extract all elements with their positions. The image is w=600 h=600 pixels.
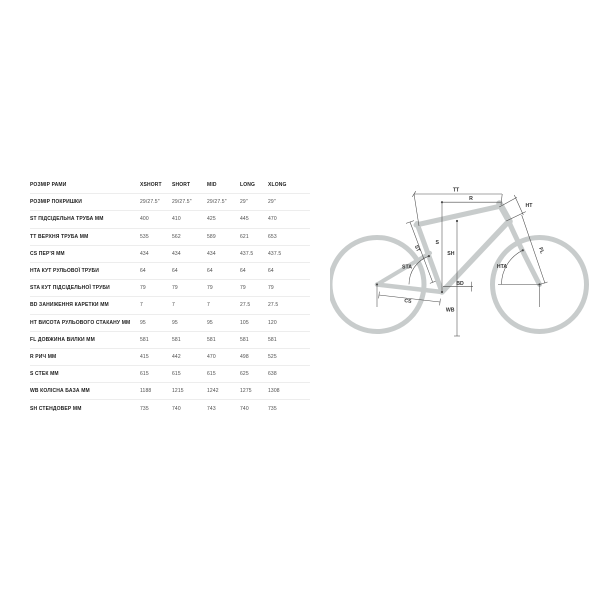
row-value: 740 <box>240 406 249 413</box>
row-value: 120 <box>268 315 310 332</box>
row-value: 615 <box>140 366 172 383</box>
row-value: 1242 <box>207 383 240 400</box>
row-label: HT ВИСОТА РУЛЬОВОГО СТАКАНУ ММ <box>30 315 140 332</box>
row-value: 29" <box>268 194 310 211</box>
down-tube <box>442 222 508 292</box>
row-value: 735 <box>268 406 277 413</box>
row-value: 425 <box>207 211 240 228</box>
row-value: 410 <box>172 211 207 228</box>
dim-label-r: R <box>469 196 473 202</box>
seat-tube-dot <box>428 255 430 257</box>
row-value: 437.5 <box>268 246 310 263</box>
top-tube <box>416 206 501 225</box>
dim-label-cs: CS <box>403 298 412 305</box>
row-value: 29/27.5" <box>172 194 207 211</box>
row-label: S СТЕК ММ <box>30 366 140 383</box>
row-value: 470 <box>268 211 310 228</box>
row-label: ST ПІДСІДЕЛЬНА ТРУБА ММ <box>30 211 140 228</box>
row-value: 7 <box>207 297 240 314</box>
standover-top-dot <box>456 220 458 222</box>
dim-label-hta: HTA <box>496 264 508 270</box>
row-value: 442 <box>172 349 207 366</box>
row-label: TT ВЕРХНЯ ТРУБА ММ <box>30 229 140 246</box>
bike-geometry-diagram <box>330 165 600 345</box>
dim-label-bd: BD <box>456 280 464 287</box>
row-value: 400 <box>140 211 172 228</box>
row-value: 415 <box>140 349 172 366</box>
row-label: CS ПЕР'Я ММ <box>30 246 140 263</box>
row-value: 1308 <box>268 383 310 400</box>
row-label: WB КОЛІСНА БАЗА ММ <box>30 383 140 400</box>
row-value: 1188 <box>140 383 172 400</box>
chainstay-tube <box>377 285 442 293</box>
row-value: 470 <box>207 349 240 366</box>
row-value: 581 <box>207 332 240 349</box>
row-value: 653 <box>268 229 310 246</box>
dim-label-sta: STA <box>402 264 412 271</box>
row-value: 743 <box>207 406 216 413</box>
row-label: R РИЧ ММ <box>30 349 140 366</box>
table-header-frame-size: РОЗМІР РАМИ <box>30 177 140 194</box>
row-value: 740 <box>172 406 181 413</box>
fork-dot <box>522 249 524 251</box>
row-value: 79 <box>140 280 172 297</box>
row-value: 29/27.5" <box>207 194 240 211</box>
row-value: 64 <box>172 263 207 280</box>
row-value: 589 <box>207 229 240 246</box>
row-value: 625 <box>240 366 268 383</box>
row-value: 1215 <box>172 383 207 400</box>
row-value: 95 <box>207 315 240 332</box>
row-label: SH СТЕНДОВЕР ММ <box>30 406 82 413</box>
reach-dot <box>441 201 443 203</box>
row-value: 1275 <box>240 383 268 400</box>
row-value: 581 <box>268 332 310 349</box>
row-value: 615 <box>172 366 207 383</box>
row-value: 7 <box>172 297 207 314</box>
bb-dot <box>441 291 443 293</box>
row-value: 64 <box>207 263 240 280</box>
row-value: 615 <box>207 366 240 383</box>
col-header-xshort: XSHORT <box>140 177 172 194</box>
row-value: 7 <box>140 297 172 314</box>
dim-label-s: S <box>435 240 439 246</box>
row-value: 79 <box>207 280 240 297</box>
row-value: 581 <box>240 332 268 349</box>
row-label: FL ДОВЖИНА ВИЛКИ ММ <box>30 332 140 349</box>
row-value: 498 <box>240 349 268 366</box>
row-value: 64 <box>240 263 268 280</box>
row-value: 434 <box>207 246 240 263</box>
row-value: 434 <box>172 246 207 263</box>
row-value: 64 <box>140 263 172 280</box>
row-label: РОЗМІР ПОКРИШКИ <box>30 194 140 211</box>
row-value: 95 <box>172 315 207 332</box>
row-value: 621 <box>240 229 268 246</box>
col-header-short: SHORT <box>172 177 207 194</box>
row-value: 434 <box>140 246 172 263</box>
row-value: 445 <box>240 211 268 228</box>
dim-label-st: ST <box>412 244 422 253</box>
dim-label-ht: HT <box>525 203 533 209</box>
st-top-tick <box>406 221 414 224</box>
rear-hub-dot <box>376 283 378 285</box>
row-value: 535 <box>140 229 172 246</box>
row-value: 581 <box>140 332 172 349</box>
row-value: 27.5 <box>240 297 268 314</box>
row-value: 79 <box>240 280 268 297</box>
row-value: 437.5 <box>240 246 268 263</box>
col-header-xlong: XLONG <box>268 177 310 194</box>
row-value: 735 <box>140 406 149 413</box>
row-value: 29" <box>240 194 268 211</box>
row-label: BD ЗАНИЖЕННЯ КАРЕТКИ ММ <box>30 297 140 314</box>
row-value: 562 <box>172 229 207 246</box>
col-header-mid: MID <box>207 177 240 194</box>
dim-label-tt: TT <box>452 187 460 194</box>
row-value: 79 <box>268 280 310 297</box>
row-value: 79 <box>172 280 207 297</box>
row-label: HTA КУТ РУЛЬОВОЇ ТРУБИ <box>30 263 140 280</box>
row-label: STA КУТ ПІДСІДЕЛЬНОЇ ТРУБИ <box>30 280 140 297</box>
row-value: 29/27.5" <box>140 194 172 211</box>
dim-label-fl: FL <box>537 246 545 255</box>
row-value: 581 <box>172 332 207 349</box>
front-hub-dot <box>538 283 540 285</box>
row-value: 638 <box>268 366 310 383</box>
row-value: 27.5 <box>268 297 310 314</box>
row-value: 64 <box>268 263 310 280</box>
row-value: 95 <box>140 315 172 332</box>
row-value: 525 <box>268 349 310 366</box>
dim-label-sh: SH <box>447 251 455 257</box>
row-value: 105 <box>240 315 268 332</box>
col-header-long: LONG <box>240 177 268 194</box>
geometry-table <box>30 177 310 418</box>
dim-label-wb: WB <box>445 307 455 314</box>
